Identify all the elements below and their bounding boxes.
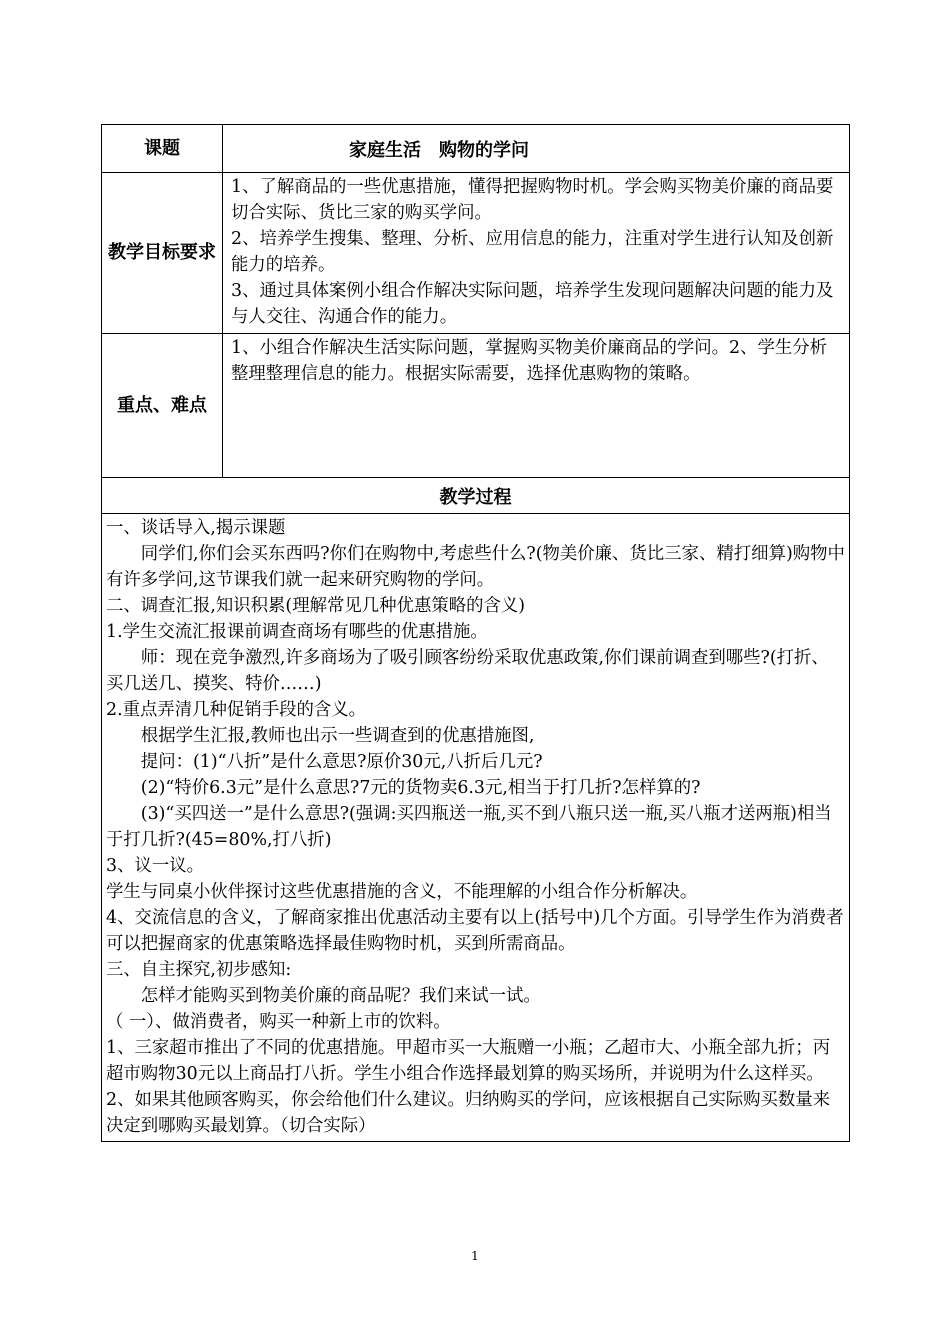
objective-item: 3、通过具体案例小组合作解决实际问题，培养学生发现问题解决问题的能力及与人交往、沟通合作的能力。: [231, 281, 834, 327]
process-paragraph: 2.重点弄清几种促销手段的含义。: [106, 700, 367, 720]
lesson-plan-table: [101, 124, 850, 1142]
process-paragraph: 同学们,你们会买东西吗?你们在购物中,考虑些什么?(物美价廉、货比三家、精打细算)购物中有许多学问,这节课我们就一起来研究购物的学问。: [106, 544, 845, 590]
objectives-label: [102, 173, 223, 334]
process-paragraph: 三、自主探究,初步感知:: [106, 960, 292, 980]
objective-item: 2、培养学生搜集、整理、分析、应用信息的能力，注重对学生进行认知及创新能力的培养。: [231, 229, 834, 275]
objectives-row: [102, 173, 850, 334]
objectives-label-text: 教学目标要求: [108, 242, 216, 263]
process-paragraph: 一、谈话导入,揭示课题: [106, 518, 286, 538]
process-paragraph: 怎样才能购买到物美价廉的商品呢？我们来试一试。: [140, 986, 541, 1006]
process-paragraph: 二、调查汇报,知识积累(理解常见几种优惠策略的含义): [106, 596, 526, 616]
lesson-title: 家庭生活 购物的学问: [223, 125, 850, 173]
process-paragraph: 学生与同桌小伙伴探讨这些优惠措施的含义，不能理解的小组合作分析解决。: [106, 882, 698, 902]
process-row: [102, 514, 850, 1142]
process-paragraph: 师：现在竞争激烈,许多商场为了吸引顾客纷纷采取优惠政策,你们课前调查到哪些?(打折、买几送几、摸奖、特价……): [106, 648, 829, 694]
process-paragraph: 4、交流信息的含义，了解商家推出优惠活动主要有以上(括号中)几个方面。引导学生作为消费者可以把握商家的优惠策略选择最佳购物时机，买到所需商品。: [106, 908, 844, 954]
process-paragraph: (2)“特价6.3元”是什么意思?7元的货物卖6.3元,相当于打几折?怎样算的?: [140, 778, 701, 798]
page-number: 1: [471, 1249, 479, 1263]
process-paragraph: 3、议一议。: [106, 856, 205, 876]
topic-label: 课题: [102, 125, 223, 173]
process-header-row: [102, 478, 850, 514]
process-paragraph: 1.学生交流汇报课前调查商场有哪些的优惠措施。: [106, 622, 488, 642]
process-paragraph: 2、如果其他顾客购买，你会给他们什么建议。归纳购买的学问，应该根据自己实际购买数量来决定到哪购买最划算。（切合实际）: [106, 1090, 831, 1136]
process-paragraph: (3)“买四送一”是什么意思?(强调:买四瓶送一瓶,买不到八瓶只送一瓶,买八瓶才送两瓶)相当于打几折?(45=80%,打八折): [106, 804, 832, 850]
process-paragraph: 1、三家超市推出了不同的优惠措施。甲超市买一大瓶赠一小瓶；乙超市大、小瓶全部九折；丙超市购物30元以上商品打八折。学生小组合作选择最划算的购买场所，并说明为什么这样买。: [106, 1038, 831, 1084]
process-heading: 教学过程: [102, 478, 850, 514]
objective-item: 1、了解商品的一些优惠措施，懂得把握购物时机。学会购买物美价廉的商品要切合实际、货比三家的购买学问。: [231, 177, 834, 223]
process-content: [102, 514, 850, 1142]
key-points-row: [102, 334, 850, 478]
process-paragraph: 根据学生汇报,教师也出示一些调查到的优惠措施图,: [140, 726, 535, 746]
process-paragraph: （ 一）、做消费者，购买一种新上市的饮料。: [106, 1012, 451, 1032]
title-row: [102, 125, 850, 173]
key-points-label: 重点、难点: [102, 334, 223, 478]
objectives-content: [223, 173, 850, 334]
process-paragraph: 提问：(1)“八折”是什么意思?原价30元,八折后几元?: [140, 752, 543, 772]
key-points-content: 1、小组合作解决生活实际问题，掌握购买物美价廉商品的学问。2、学生分析整理整理信息的能力。根据实际需要，选择优惠购物的策略。: [223, 334, 850, 478]
